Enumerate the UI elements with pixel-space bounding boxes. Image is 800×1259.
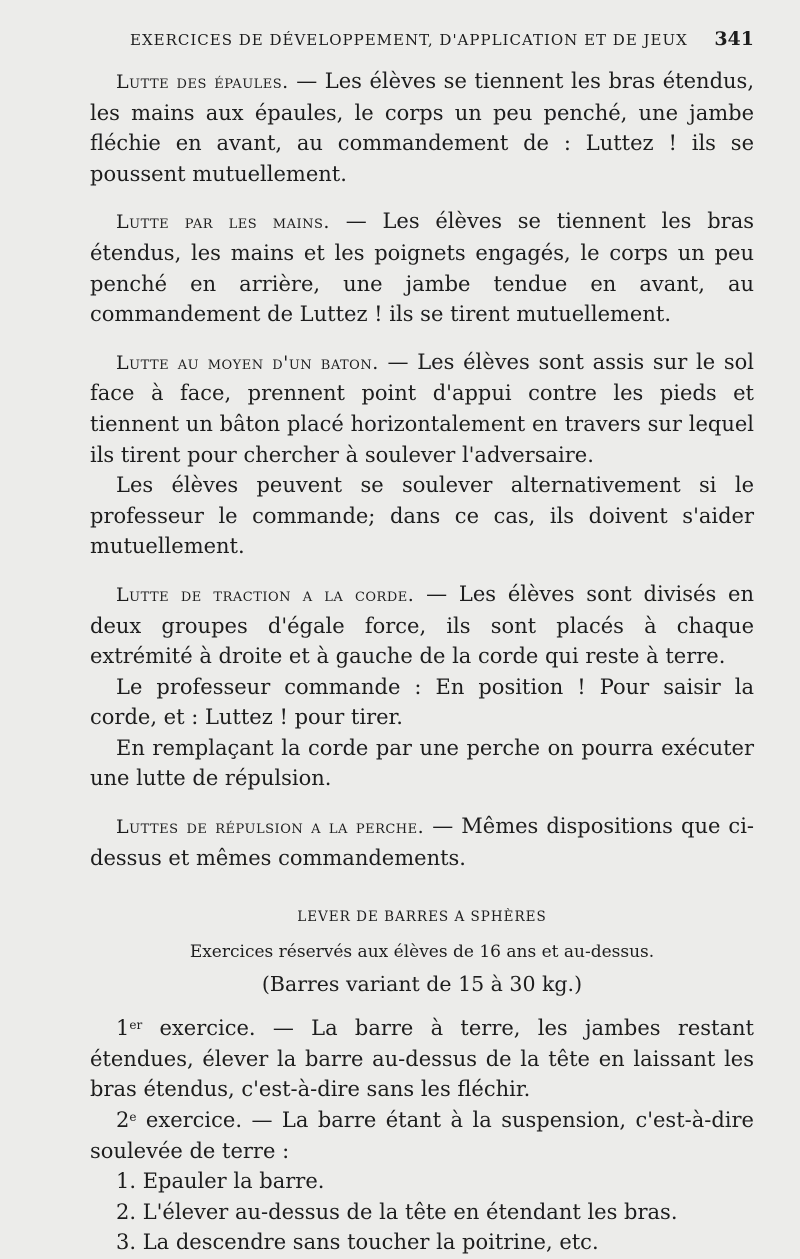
paragraph-title: Lutte des épaules.	[116, 71, 289, 93]
exercise-text: — La barre à terre, les jambes restant étendues, élever la barre au-dessus de la tête en laissant les bras étendus, c'est-à-dire sans les fléchir.	[90, 1016, 754, 1102]
section-title: LEVER DE BARRES A SPHÈRES	[297, 909, 547, 926]
list-item: 2. L'élever au-dessus de la tête en étendant les bras.	[116, 1199, 678, 1224]
exercise-ordinal: e	[129, 1110, 137, 1125]
paragraph-lutte-epaules	[90, 66, 754, 189]
paragraph-title: Lutte de traction a la corde.	[116, 583, 415, 606]
paragraph-text: — Les élèves sont assis sur le sol face à face, prennent point d'appui contre les pieds et tiennent un bâton placé horizontalement en travers sur lequel ils tirent pour chercher à soulever l'adversaire.	[90, 349, 755, 467]
exercise-ordinal: er	[129, 1018, 143, 1033]
exercise-1	[90, 1013, 754, 1105]
paragraph-text: — Mêmes dispositions que ci-dessus et mêmes commandements.	[90, 814, 755, 870]
section-note: Exercices réservés aux élèves de 16 ans et au-dessus.	[189, 942, 655, 963]
paragraph-soulever	[90, 470, 754, 562]
paragraph-lutte-baton	[90, 347, 754, 470]
paragraph-traction-corde	[90, 579, 754, 672]
running-title: EXERCICES DE DÉVELOPPEMENT, D'APPLICATION ET DE JEUX	[130, 31, 688, 49]
paragraph-text: En remplaçant la corde par une perche on pourra exécuter une lutte de répulsion.	[90, 735, 754, 791]
paragraph-title: Lutte au moyen d'un baton.	[116, 351, 379, 374]
paragraph-title: Luttes de répulsion a la perche.	[116, 816, 425, 839]
page-number: 341	[714, 28, 754, 50]
exercise-2	[90, 1105, 754, 1166]
paragraph-text: Les élèves peuvent se soulever alternativement si le professeur le commande; dans ce cas, ils doivent s'aider mutuellement.	[90, 473, 754, 559]
exercise-number: 1	[116, 1016, 130, 1041]
exercise-number: 2	[116, 1108, 130, 1133]
paragraph-professeur	[90, 672, 754, 733]
paragraph-title: Lutte par les mains.	[116, 211, 330, 234]
paragraph-repulsion-perche	[90, 811, 754, 873]
running-header	[130, 28, 754, 50]
list-item: 1. Epauler la barre.	[116, 1169, 325, 1194]
paragraph-lutte-mains	[90, 206, 754, 329]
exercise-text: — La barre étant à la suspension, c'est-à-dire soulevée de terre :	[90, 1108, 754, 1163]
paragraph-perche	[90, 733, 754, 794]
paragraph-text: — Les élèves se tiennent les bras étendus, les mains et les poignets engagés, le corps un peu penché en arrière, une jambe tendue en avant, au commandement de Luttez ! ils se tirent mutuellement.	[90, 209, 754, 327]
section-range: (Barres variant de 15 à 30 kg.)	[261, 972, 583, 997]
list-item: 3. La descendre sans toucher la poitrine, etc.	[116, 1230, 599, 1255]
exercise-label: exercice.	[142, 1016, 256, 1041]
paragraph-text: — Les élèves sont divisés en deux groupes d'égale force, ils sont placés à chaque extrémité à droite et à gauche de la corde qui reste à terre.	[90, 581, 754, 669]
paragraph-text: Le professeur commande : En position ! Pour saisir la corde, et : Luttez ! pour tirer.	[90, 674, 754, 730]
paragraph-text: — Les élèves se tiennent les bras étendus, les mains aux épaules, le corps un peu penché, une jambe fléchie en avant, au commandement de : Luttez ! ils se poussent mutuellement.	[90, 69, 754, 186]
exercise-label: exercice.	[136, 1108, 243, 1133]
